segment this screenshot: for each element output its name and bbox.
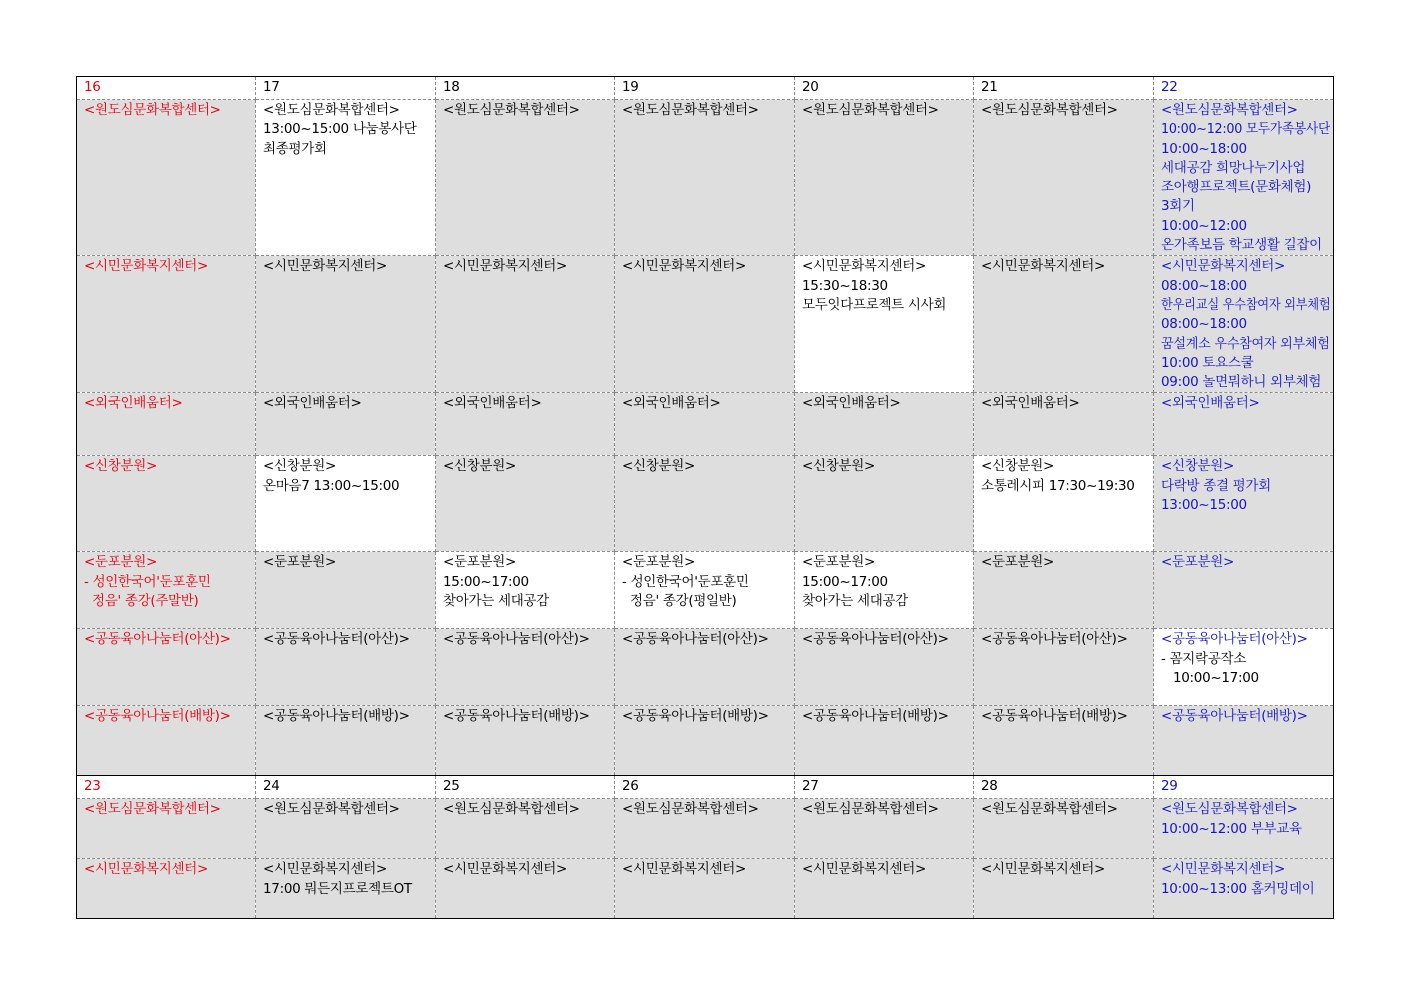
schedule-cell — [974, 456, 1154, 552]
event-line: 13:00~15:00 — [1161, 497, 1247, 514]
schedule-cell — [436, 256, 615, 393]
calendar-table — [76, 76, 1334, 919]
schedule-cell — [77, 393, 256, 456]
schedule-cell — [974, 256, 1154, 393]
schedule-cell — [615, 859, 795, 919]
schedule-cell — [77, 859, 256, 919]
schedule-cell — [256, 859, 436, 919]
venue-row — [77, 456, 1334, 552]
schedule-cell — [256, 393, 436, 456]
schedule-cell — [615, 629, 795, 706]
schedule-cell — [615, 799, 795, 859]
date-cell — [615, 776, 795, 799]
schedule-cell — [1154, 629, 1334, 706]
schedule-cell — [436, 456, 615, 552]
venue-label: <시민문화복지센터> — [802, 258, 926, 275]
schedule-cell — [1154, 100, 1334, 256]
event-line: - 꼼지락공작소 — [1161, 650, 1247, 667]
date-number: 20 — [802, 79, 819, 95]
schedule-cell — [615, 456, 795, 552]
schedule-cell — [436, 799, 615, 859]
schedule-cell — [256, 100, 436, 256]
event-line: 08:00~18:00 — [1161, 316, 1247, 333]
date-cell — [615, 77, 795, 100]
event-line: 찾아가는 세대공감 — [802, 593, 908, 610]
venue-label: <공동육아나눔터(배방)> — [84, 708, 231, 725]
venue-label: <둔포분원> — [443, 554, 516, 571]
date-number: 23 — [84, 778, 101, 795]
schedule-cell — [436, 706, 615, 776]
date-cell — [1154, 776, 1334, 799]
venue-label: <원도심문화복합센터> — [622, 801, 759, 818]
schedule-cell — [77, 456, 256, 552]
venue-label: <공동육아나눔터(배방)> — [443, 708, 590, 725]
schedule-cell — [436, 629, 615, 706]
schedule-cell — [795, 859, 974, 919]
event-line: 15:30~18:30 — [802, 277, 888, 294]
schedule-cell — [974, 393, 1154, 456]
schedule-cell — [974, 552, 1154, 629]
venue-label: <원도심문화복합센터> — [84, 102, 221, 118]
date-cell — [436, 77, 615, 100]
event-line: 10:00~12:00 부부교육 — [1161, 820, 1302, 837]
date-number: 17 — [263, 79, 280, 95]
schedule-cell — [795, 100, 974, 256]
venue-label: <공동육아나눔터(배방)> — [802, 708, 949, 725]
venue-label: <공동육아나눔터(아산)> — [802, 631, 949, 648]
venue-label: <시민문화복지센터> — [981, 861, 1105, 878]
schedule-cell — [77, 629, 256, 706]
venue-row — [77, 859, 1334, 919]
event-line: 10:00~18:00 — [1161, 140, 1247, 157]
date-cell — [974, 77, 1154, 100]
event-line: 세대공감 희망나누기사업 — [1161, 159, 1306, 176]
schedule-cell — [974, 859, 1154, 919]
venue-row — [77, 393, 1334, 456]
venue-row — [77, 100, 1334, 256]
week-date-row — [77, 77, 1334, 100]
venue-label: <신창분원> — [1161, 458, 1234, 475]
venue-label: <외국인배움터> — [981, 395, 1080, 412]
venue-row — [77, 799, 1334, 859]
event-line: 08:00~18:00 — [1161, 277, 1247, 294]
schedule-cell — [795, 456, 974, 552]
date-number: 19 — [622, 79, 639, 95]
venue-row — [77, 552, 1334, 629]
venue-label: <둔포분원> — [802, 554, 875, 571]
venue-label: <신창분원> — [981, 458, 1054, 475]
schedule-cell — [1154, 256, 1334, 393]
venue-label: <시민문화복지센터> — [981, 258, 1105, 275]
schedule-cell — [1154, 706, 1334, 776]
venue-label: <외국인배움터> — [622, 395, 721, 412]
schedule-cell — [974, 799, 1154, 859]
venue-label: <공동육아나눔터(배방)> — [622, 708, 769, 725]
venue-label: <시민문화복지센터> — [622, 258, 746, 275]
schedule-cell — [615, 393, 795, 456]
venue-label: <외국인배움터> — [1161, 395, 1260, 412]
venue-label: <외국인배움터> — [263, 395, 362, 412]
venue-label: <둔포분원> — [622, 554, 695, 571]
schedule-cell — [974, 706, 1154, 776]
venue-label: <공동육아나눔터(아산)> — [1161, 631, 1308, 648]
event-line: 꿈설계소 우수참여자 외부체험 — [1161, 335, 1330, 352]
date-number: 22 — [1161, 79, 1178, 95]
venue-label: <공동육아나눔터(배방)> — [1161, 708, 1308, 725]
date-cell — [1154, 77, 1334, 100]
venue-label: <둔포분원> — [981, 554, 1054, 571]
venue-label: <공동육아나눔터(배방)> — [263, 708, 410, 725]
schedule-cell — [436, 393, 615, 456]
venue-label: <원도심문화복합센터> — [443, 102, 580, 118]
event-line: 소통레시피 17:30~19:30 — [981, 477, 1135, 494]
schedule-cell — [795, 706, 974, 776]
event-line: 15:00~17:00 — [802, 573, 888, 590]
venue-label: <원도심문화복합센터> — [263, 102, 400, 118]
event-line: 온마음7 13:00~15:00 — [263, 477, 400, 494]
schedule-cell — [615, 552, 795, 629]
venue-label: <둔포분원> — [1161, 554, 1234, 571]
venue-label: <원도심문화복합센터> — [981, 102, 1118, 118]
schedule-cell — [436, 100, 615, 256]
venue-label: <공동육아나눔터(아산)> — [263, 631, 410, 648]
venue-label: <시민문화복지센터> — [84, 258, 208, 275]
schedule-cell — [795, 552, 974, 629]
event-line: 09:00 놀면뭐하니 외부체험 — [1161, 374, 1322, 391]
schedule-cell — [256, 456, 436, 552]
event-line: 10:00~12:00 모두가족봉사단 — [1161, 121, 1330, 138]
schedule-cell — [615, 706, 795, 776]
schedule-cell — [77, 100, 256, 256]
schedule-cell — [256, 629, 436, 706]
date-number: 26 — [622, 778, 639, 795]
date-cell — [795, 776, 974, 799]
venue-label: <신창분원> — [263, 458, 336, 475]
event-line: 10:00~12:00 — [1161, 217, 1247, 234]
venue-label: <원도심문화복합센터> — [1161, 102, 1298, 118]
schedule-cell — [1154, 456, 1334, 552]
schedule-cell — [77, 706, 256, 776]
schedule-cell — [1154, 393, 1334, 456]
date-number: 29 — [1161, 778, 1178, 795]
venue-label: <원도심문화복합센터> — [1161, 801, 1298, 818]
venue-label: <공동육아나눔터(아산)> — [443, 631, 590, 648]
schedule-cell — [615, 100, 795, 256]
event-line: 10:00~17:00 — [1161, 670, 1259, 687]
schedule-cell — [436, 859, 615, 919]
venue-label: <신창분원> — [84, 458, 157, 475]
schedule-cell — [974, 100, 1154, 256]
schedule-cell — [795, 629, 974, 706]
schedule-cell — [615, 256, 795, 393]
venue-label: <시민문화복지센터> — [84, 861, 208, 878]
schedule-cell — [1154, 799, 1334, 859]
schedule-cell — [256, 552, 436, 629]
schedule-cell — [795, 799, 974, 859]
venue-label: <시민문화복지센터> — [263, 258, 387, 275]
venue-label: <공동육아나눔터(아산)> — [622, 631, 769, 648]
date-number: 16 — [84, 79, 101, 95]
event-line: 3회기 — [1161, 198, 1195, 215]
date-number: 24 — [263, 778, 280, 795]
date-number: 28 — [981, 778, 998, 795]
date-cell — [77, 776, 256, 799]
venue-label: <시민문화복지센터> — [802, 861, 926, 878]
date-cell — [974, 776, 1154, 799]
venue-label: <시민문화복지센터> — [1161, 258, 1285, 275]
venue-label: <외국인배움터> — [802, 395, 901, 412]
date-cell — [436, 776, 615, 799]
schedule-cell — [795, 393, 974, 456]
venue-row — [77, 706, 1334, 776]
event-line: - 성인한국어'둔포훈민 — [84, 573, 211, 590]
date-number: 21 — [981, 79, 998, 95]
event-line: 최종평가회 — [263, 140, 327, 157]
venue-label: <외국인배움터> — [443, 395, 542, 412]
event-line: 15:00~17:00 — [443, 573, 529, 590]
venue-label: <공동육아나눔터(아산)> — [84, 631, 231, 648]
venue-label: <시민문화복지센터> — [443, 861, 567, 878]
event-line: 10:00~13:00 홈커밍데이 — [1161, 880, 1315, 897]
schedule-cell — [795, 256, 974, 393]
schedule-cell — [77, 552, 256, 629]
venue-label: <원도심문화복합센터> — [622, 102, 759, 118]
venue-label: <시민문화복지센터> — [1161, 861, 1285, 878]
date-number: 27 — [802, 778, 819, 795]
schedule-cell — [1154, 859, 1334, 919]
date-number: 25 — [443, 778, 460, 795]
event-line: 13:00~15:00 나눔봉사단 — [263, 121, 417, 138]
event-line: 다락방 종결 평가회 — [1161, 477, 1271, 494]
date-number: 18 — [443, 79, 460, 95]
event-line: 정음' 종강(평일반) — [622, 593, 737, 610]
event-line: 온가족보듬 학교생활 길잡이 — [1161, 237, 1322, 254]
venue-row — [77, 256, 1334, 393]
event-line: - 성인한국어'둔포훈민 — [622, 573, 749, 590]
event-line: 17:00 뭐든지프로젝트OT — [263, 880, 412, 897]
date-cell — [256, 776, 436, 799]
schedule-cell — [77, 799, 256, 859]
schedule-cell — [974, 629, 1154, 706]
venue-label: <신창분원> — [443, 458, 516, 475]
venue-row — [77, 629, 1334, 706]
date-cell — [77, 77, 256, 100]
venue-label: <원도심문화복합센터> — [84, 801, 221, 818]
schedule-cell — [256, 799, 436, 859]
week-date-row — [77, 776, 1334, 799]
event-line: 찾아가는 세대공감 — [443, 593, 549, 610]
venue-label: <공동육아나눔터(아산)> — [981, 631, 1128, 648]
schedule-cell — [1154, 552, 1334, 629]
venue-label: <시민문화복지센터> — [263, 861, 387, 878]
schedule-cell — [436, 552, 615, 629]
venue-label: <공동육아나눔터(배방)> — [981, 708, 1128, 725]
venue-label: <원도심문화복합센터> — [802, 801, 939, 818]
venue-label: <외국인배움터> — [84, 395, 183, 412]
venue-label: <원도심문화복합센터> — [443, 801, 580, 818]
venue-label: <신창분원> — [622, 458, 695, 475]
date-cell — [795, 77, 974, 100]
event-line: 조아행프로젝트(문화체험) — [1161, 179, 1312, 196]
event-line: 10:00 토요스쿨 — [1161, 354, 1254, 371]
event-line: 모두잇다프로젝트 시사회 — [802, 296, 947, 313]
venue-label: <시민문화복지센터> — [443, 258, 567, 275]
venue-label: <원도심문화복합센터> — [981, 801, 1118, 818]
venue-label: <시민문화복지센터> — [622, 861, 746, 878]
venue-label: <둔포분원> — [263, 554, 336, 571]
schedule-cell — [77, 256, 256, 393]
schedule-cell — [256, 256, 436, 393]
schedule-cell — [256, 706, 436, 776]
venue-label: <원도심문화복합센터> — [263, 801, 400, 818]
venue-label: <신창분원> — [802, 458, 875, 475]
date-cell — [256, 77, 436, 100]
venue-label: <원도심문화복합센터> — [802, 102, 939, 118]
event-line: 정음' 종강(주말반) — [84, 593, 199, 610]
event-line: 한우리교실 우수참여자 외부체험 — [1161, 296, 1331, 313]
venue-label: <둔포분원> — [84, 554, 157, 571]
